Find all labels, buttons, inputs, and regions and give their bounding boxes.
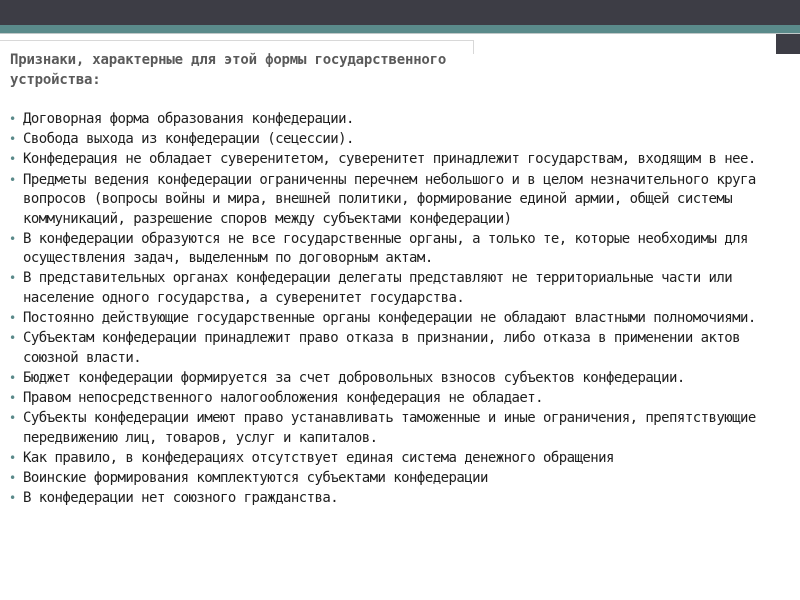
list-item [9,389,794,409]
list-item [9,230,794,269]
bullet-dot-icon: • [9,172,16,187]
list-item [9,171,794,230]
header-dark-bar [0,0,800,25]
list-item [9,369,794,389]
bullet-dot-icon: • [9,132,16,147]
bullet-dot-icon: • [9,152,16,167]
bullet-dot-icon: • [9,331,16,346]
bullet-dot-icon: • [9,231,16,246]
list-item [9,409,794,448]
corner-accent-block [776,34,800,54]
list-item-text: В конфедерации нет союзного гражданства. [23,490,339,507]
list-item [9,269,794,308]
list-item-text: Бюджет конфедерации формируется за счет добровольных взносов субъектов конфедерации. [23,370,685,386]
list-item-text: Субъекты конфедерации имеют право устанавливать таможенные и иные ограничения, препятствующие передвижению лиц, товаров, услуг и капиталов. [23,410,756,446]
slide-title: Признаки, характерные для этой формы государственного устройства: [10,52,447,88]
list-item [9,130,794,150]
list-item-text: Воинские формирования комплектуются субъектами конфедерации [23,470,488,487]
list-item-text: Субъектам конфедерации принадлежит право отказа в признании, либо отказа в применении актов союзной власти. [23,330,740,366]
header-divider [0,33,800,34]
list-item-text: В конфедерации образуются не все государственные органы, а только те, которые необходимы для осуществления задач, выделенным по договорным актам. [23,230,748,267]
list-item-text: Правом непосредственного налогообложения конфедерация не обладает. [23,390,543,407]
list-item-text: Конфедерация не обладает суверенитетом, суверенитет принадлежит государствам, входящим в нее. [23,151,756,168]
list-item [9,110,794,130]
list-item [9,309,794,329]
bullet-dot-icon: • [9,271,16,286]
list-item-text: Как правило, в конфедерациях отсутствует единая система денежного обращения [23,450,614,467]
bullet-dot-icon: • [9,371,16,385]
bullet-dot-icon: • [9,112,16,126]
bullet-dot-icon: • [9,451,16,466]
list-item-text: Предметы ведения конфедерации ограниченны перечнем небольшого и в целом незначительного круга вопросов (вопросы войны и мира, внешней политики, формирование единой армии, общей системы коммуникаций, разрешение споров между субъектами конфедерации) [23,171,756,227]
bullet-dot-icon: • [9,471,16,486]
header-teal-bar [0,25,800,33]
title-frame-right [473,40,474,54]
list-item-text: Постоянно действующие государственные органы конфедерации не обладают властными полномочиями. [23,310,756,327]
bullet-dot-icon: • [9,391,16,406]
list-item [9,449,794,469]
list-item [9,469,794,489]
list-item [9,150,794,170]
list-item-text: Свобода выхода из конфедерации (сецессии). [23,131,354,148]
list-item [9,329,794,368]
title-frame-top [0,40,474,41]
bullet-list [9,110,794,510]
list-item [9,489,794,509]
bullet-dot-icon: • [9,491,16,506]
bullet-dot-icon: • [9,411,16,426]
bullet-dot-icon: • [9,311,16,326]
list-item-text: В представительных органах конфедерации делегаты представляют не территориальные части или население одного государства, а суверенитет государства. [23,270,733,306]
list-item-text: Договорная форма образования конфедерации. [23,111,354,127]
